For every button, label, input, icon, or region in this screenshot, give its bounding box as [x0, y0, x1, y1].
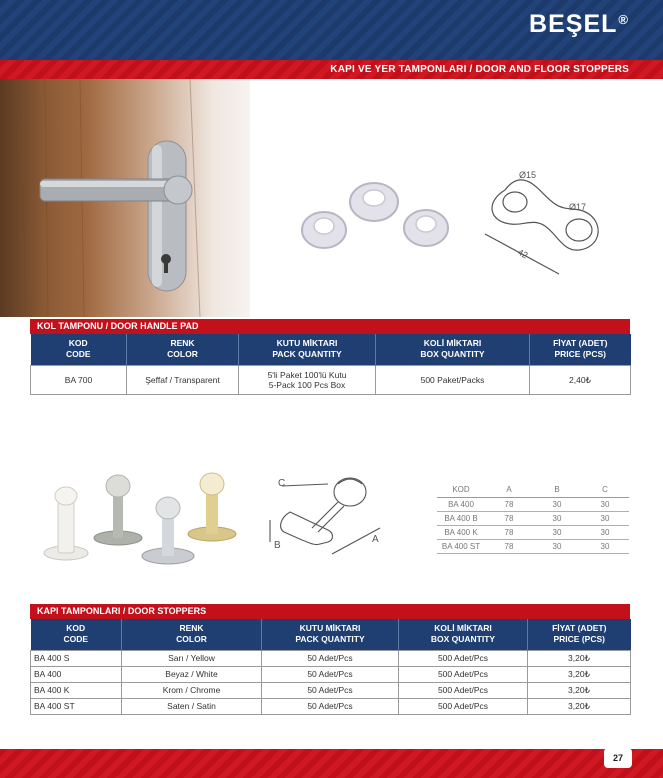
col-color: RENK COLOR: [127, 334, 239, 365]
page-title: KAPI VE YER TAMPONLARI / DOOR AND FLOOR STOPPERS: [330, 64, 629, 75]
dim-large-label: Ø17: [569, 202, 587, 212]
table-row: BA 400 K 78 30 30: [437, 525, 629, 539]
label-c: C: [278, 478, 286, 489]
col-box: KOLİ MİKTARI BOX QUANTITY: [399, 619, 528, 650]
col-code: KOD CODE: [31, 334, 127, 365]
col-code: KOD CODE: [31, 619, 122, 650]
section-header-door-stoppers: KAPI TAMPONLARI / DOOR STOPPERS: [30, 604, 630, 619]
top-banner: [0, 0, 663, 60]
col-color: RENK COLOR: [122, 619, 262, 650]
col-price: FİYAT (ADET) PRICE (PCS): [530, 334, 631, 365]
col-pack: KUTU MİKTARI PACK QUANTITY: [262, 619, 399, 650]
dimensions-table: KOD A B C BA 400 78 30 30 BA 400 B 78 30 30 BA 400 K 78 30 30 BA 400 ST 78 30 30: [437, 483, 629, 554]
col-box: KOLİ MİKTARI BOX QUANTITY: [376, 334, 530, 365]
door-handle-photo: [0, 79, 250, 317]
dim-length-label: 42: [516, 246, 530, 261]
table-row: BA 400 K Krom / Chrome 50 Adet/Pcs 500 Adet/Pcs 3,20₺: [31, 682, 631, 698]
col-price: FİYAT (ADET) PRICE (PCS): [528, 619, 631, 650]
transparent-pads-photo: [290, 170, 460, 280]
handle-pad-table: [30, 334, 631, 395]
col-pack: KUTU MİKTARI PACK QUANTITY: [239, 334, 376, 365]
footer-banner: [0, 749, 663, 778]
dim-small-label: Ø15: [519, 170, 537, 180]
title-banner: [0, 60, 663, 79]
stopper-technical-drawing: [268, 470, 398, 560]
table-row: BA 400 Beyaz / White 50 Adet/Pcs 500 Adet/Pcs 3,20₺: [31, 666, 631, 682]
pad-technical-drawing: [475, 160, 615, 280]
brand-logo: BEŞEL®: [529, 10, 629, 38]
label-b: B: [274, 540, 281, 551]
door-stoppers-photo: [38, 468, 248, 578]
table-row: BA 700 Şeffaf / Transparent 5'li Paket 100'lü Kutu 5-Pack 100 Pcs Box 500 Paket/Packs 2,40₺: [31, 365, 631, 394]
table-row: BA 400 ST Saten / Satin 50 Adet/Pcs 500 Adet/Pcs 3,20₺: [31, 698, 631, 714]
table-row: BA 400 78 30 30: [437, 497, 629, 511]
table-row: BA 400 S Sarı / Yellow 50 Adet/Pcs 500 Adet/Pcs 3,20₺: [31, 650, 631, 666]
table-row: BA 400 B 78 30 30: [437, 511, 629, 525]
door-stoppers-table: [30, 619, 631, 715]
page-number: 27: [604, 748, 632, 768]
label-a: A: [372, 534, 379, 545]
section-header-handle-pad: KOL TAMPONU / DOOR HANDLE PAD: [30, 319, 630, 334]
table-row: BA 400 ST 78 30 30: [437, 539, 629, 553]
